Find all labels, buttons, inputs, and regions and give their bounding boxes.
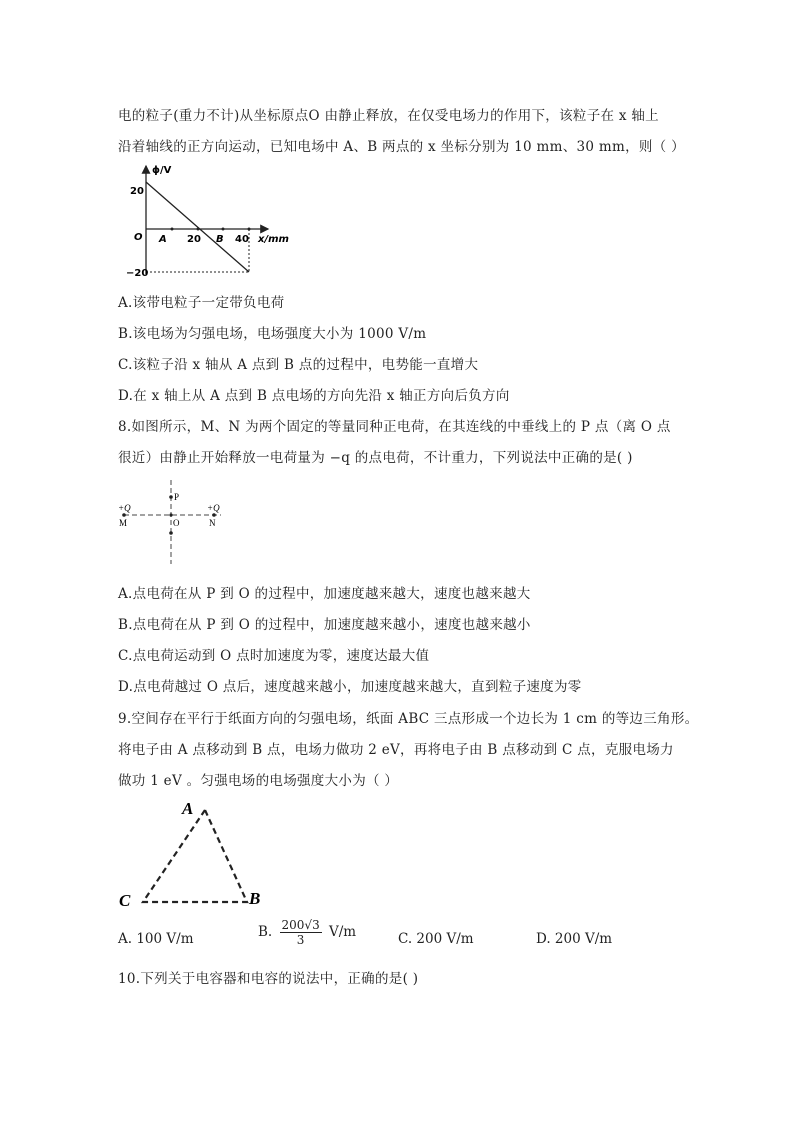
q8-option-b: B.点电荷在从 P 到 O 的过程中，加速度越来越小，速度也越来越小: [118, 617, 531, 633]
q7-option-c: C.该粒子沿 x 轴从 A 点到 B 点的过程中，电势能一直增大: [118, 357, 479, 373]
q7-stem-line2: 沿着轴线的正方向运动，已知电场中 A、B 两点的 x 坐标分别为 10 mm、30 mm，则（ ）: [118, 139, 685, 155]
q7-point-b: B: [216, 234, 224, 245]
q8-stem-line2: 很近）由静止开始释放一电荷量为 −q 的点电荷，不计重力，下列说法中正确的是( ): [118, 450, 633, 466]
q7-x-tick-40: 40: [235, 234, 249, 245]
q9-stem-line2: 将电子由 A 点移动到 B 点，电场力做功 2 eV，再将电子由 B 点移动到 C 点，克服电场力: [118, 742, 674, 758]
q7-option-b: B.该电场为匀强电场，电场强度大小为 1000 V/m: [118, 326, 427, 342]
q10-stem-line1: 10.下列关于电容器和电容的说法中，正确的是( ): [118, 971, 419, 987]
q7-point-a: A: [159, 234, 167, 245]
q7-x-label: x/mm: [258, 234, 289, 245]
svg-text:+Q: +Q: [207, 503, 220, 513]
q9-vertex-c: C: [119, 891, 131, 910]
q8-charge-n: [212, 513, 216, 517]
svg-text:N: N: [209, 518, 216, 528]
q8-stem-line1: 8.如图所示，M、N 为两个固定的等量同种正电荷，在其连线的中垂线上的 P 点（离 O 点: [118, 419, 671, 435]
q9-vertex-a: A: [182, 799, 194, 818]
q7-option-d: D.在 x 轴上从 A 点到 B 点电场的方向先沿 x 轴正方向后负方向: [118, 388, 510, 404]
q9-option-b-numerator: 200√3: [281, 918, 320, 932]
q9-option-c: C. 200 V/m: [398, 931, 474, 947]
q8-point-p: [169, 495, 173, 499]
svg-text:P: P: [174, 492, 180, 502]
q7-potential-graph: [118, 160, 298, 285]
q9-stem-line3: 做功 1 eV 。匀强电场的电场强度大小为（ ）: [118, 773, 399, 789]
q7-y-tick-20: 20: [130, 186, 144, 197]
q8-charges-figure: [116, 478, 236, 566]
q9-option-d: D. 200 V/m: [536, 931, 613, 947]
svg-text:+Q: +Q: [118, 503, 131, 513]
svg-text:O: O: [173, 518, 180, 528]
q8-option-a: A.点电荷在从 P 到 O 的过程中，加速度越来越大，速度也越来越大: [118, 586, 531, 602]
q9-option-b-denominator: 3: [296, 933, 305, 947]
q8-option-d: D.点电荷越过 O 点后，速度越来越小，加速度越来越大，直到粒子速度为零: [118, 679, 582, 695]
q9-stem-line1: 9.空间存在平行于纸面方向的匀强电场，纸面 ABC 三点形成一个边长为 1 cm 的等边三角形。: [118, 711, 699, 727]
q8-charge-m: [122, 513, 126, 517]
q9-option-b: B. $\frac{200√3}{3}$ V/m: [258, 918, 357, 947]
svg-text:M: M: [119, 518, 128, 528]
q9-triangle-figure: [115, 796, 275, 914]
q9-vertex-b: B: [249, 889, 261, 908]
q7-x-tick-20: 20: [187, 234, 201, 245]
q8-option-c: C.点电荷运动到 O 点时加速度为零，速度达最大值: [118, 648, 430, 664]
q7-y-tick-neg20: −20: [126, 268, 149, 279]
q9-option-a: A. 100 V/m: [118, 931, 194, 947]
q7-stem-line1: 电的粒子(重力不计)从坐标原点O 由静止释放，在仅受电场力的作用下，该粒子在 x 轴上: [118, 108, 659, 124]
q7-potential-line: [146, 182, 249, 272]
q7-y-label: ϕ/V: [152, 165, 172, 176]
q7-option-a: A.该带电粒子一定带负电荷: [118, 295, 285, 311]
q7-origin-label: O: [134, 232, 143, 243]
